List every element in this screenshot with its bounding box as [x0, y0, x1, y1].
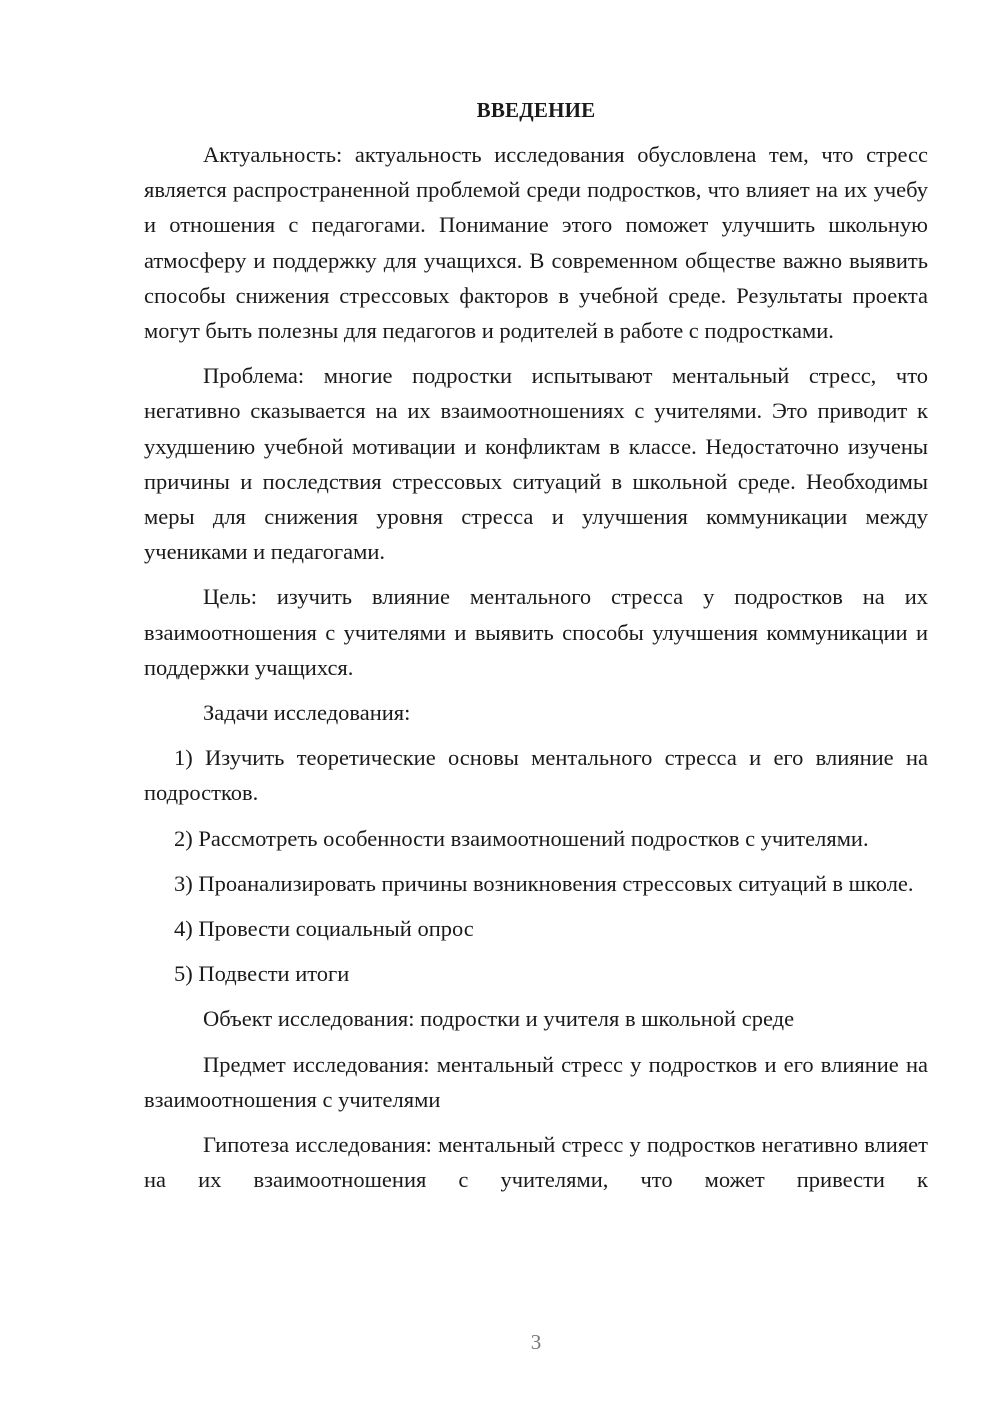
task-item-1: 1) Изучить теоретические основы ментального стресса и его влияние на подростков.	[144, 745, 928, 806]
problem-paragraph: Проблема: многие подростки испытывают ментальный стресс, что негативно сказывается на их взаимоотношениях с учителями. Это приводит к ухудшению учебной мотивации и конфликтам в классе. Недостаточно изучены причины и последствия стрессовых ситуаций в школьной среде. Необходимы меры для снижения уровня стресса и улучшения коммуникации между учениками и педагогами.	[144, 363, 928, 565]
subject-paragraph: Предмет исследования: ментальный стресс у подростков и его влияние на взаимоотношения с учителями	[144, 1051, 928, 1112]
object-paragraph: Объект исследования: подростки и учителя в школьной среде	[203, 1006, 795, 1032]
task-item-2: 2) Рассмотреть особенности взаимоотношений подростков с учителями.	[174, 825, 869, 851]
task-item-5: 5) Подвести итоги	[174, 961, 350, 987]
page-number: 3	[530, 1330, 542, 1354]
document-title: ВВЕДЕНИЕ	[476, 98, 596, 122]
page-content	[144, 94, 928, 1207]
tasks-heading: Задачи исследования:	[203, 700, 411, 726]
relevance-paragraph: Актуальность: актуальность исследования обусловлена тем, что стресс является распространенной проблемой среди подростков, что влияет на их учебу и отношения с педагогами. Понимание этого поможет улучшить школьную атмосферу и поддержку для учащихся. В современном обществе важно выявить способы снижения стрессовых факторов в учебной среде. Результаты проекта могут быть полезны для педагогов и родителей в работе с подростками.	[144, 142, 928, 344]
task-item-3: 3) Проанализировать причины возникновения стрессовых ситуаций в школе.	[174, 870, 914, 896]
hypothesis-paragraph: Гипотеза исследования: ментальный стресс у подростков негативно влияет на их взаимоотношения с учителями, что может привести к	[144, 1132, 928, 1193]
task-item-4: 4) Провести социальный опрос	[174, 916, 474, 942]
goal-paragraph: Цель: изучить влияние ментального стресса у подростков на их взаимоотношения с учителями и выявить способы улучшения коммуникации и поддержки учащихся.	[144, 584, 928, 680]
